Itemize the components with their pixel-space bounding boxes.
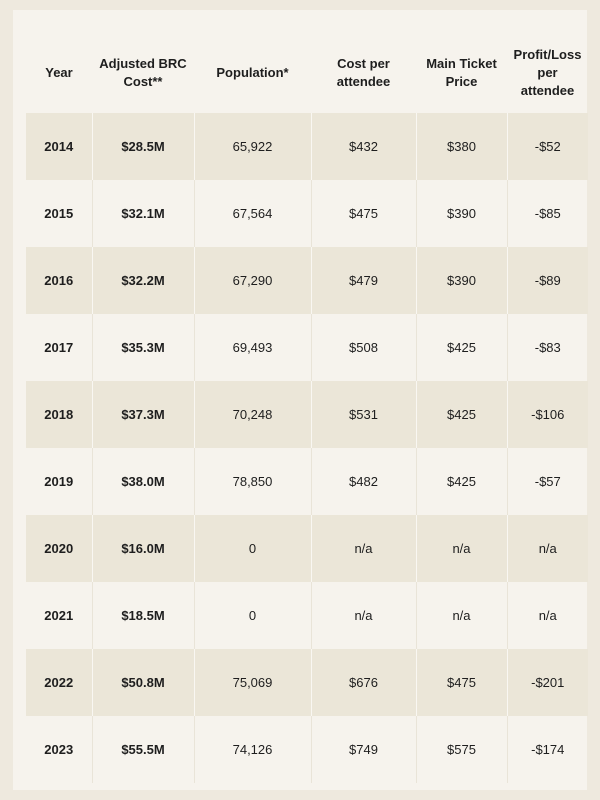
year-cell: 2015 xyxy=(44,206,74,221)
profit-loss-cell: -$57 xyxy=(507,448,588,515)
year-cell: 2023 xyxy=(44,742,74,757)
header-year: Year xyxy=(45,65,73,80)
table-row xyxy=(26,448,588,515)
main-ticket-price-cell: $425 xyxy=(416,314,507,381)
profit-loss-cell: -$52 xyxy=(507,113,588,180)
population-cell: 70,248 xyxy=(194,381,311,448)
table-body xyxy=(26,113,588,783)
adjusted-brc-cost-cell: $18.5M xyxy=(92,582,194,649)
population-cell: 0 xyxy=(194,515,311,582)
adjusted-brc-cost-cell: $35.3M xyxy=(92,314,194,381)
cost-per-attendee-cell: n/a xyxy=(311,515,416,582)
cost-per-attendee-cell: $475 xyxy=(311,180,416,247)
main-ticket-price-cell: $475 xyxy=(416,649,507,716)
main-ticket-price-cell: n/a xyxy=(416,582,507,649)
cost-per-attendee-cell: $479 xyxy=(311,247,416,314)
header-profit-loss: Profit/Loss per attendee xyxy=(513,47,582,98)
year-cell: 2019 xyxy=(44,474,74,489)
main-ticket-price-cell: $575 xyxy=(416,716,507,783)
population-cell: 69,493 xyxy=(194,314,311,381)
cost-per-attendee-cell: $482 xyxy=(311,448,416,515)
population-cell: 67,564 xyxy=(194,180,311,247)
profit-loss-cell: -$174 xyxy=(507,716,588,783)
main-ticket-price-cell: n/a xyxy=(416,515,507,582)
population-cell: 75,069 xyxy=(194,649,311,716)
main-ticket-price-cell: $380 xyxy=(416,113,507,180)
header-main-ticket-price: Main Ticket Price xyxy=(426,56,497,89)
profit-loss-cell: -$89 xyxy=(507,247,588,314)
cost-per-attendee-cell: $432 xyxy=(311,113,416,180)
profit-loss-cell: n/a xyxy=(507,515,588,582)
cost-table xyxy=(26,33,588,783)
table-row xyxy=(26,381,588,448)
adjusted-brc-cost-cell: $32.1M xyxy=(92,180,194,247)
table-row xyxy=(26,649,588,716)
adjusted-brc-cost-cell: $55.5M xyxy=(92,716,194,783)
population-cell: 67,290 xyxy=(194,247,311,314)
table-row xyxy=(26,716,588,783)
table-row xyxy=(26,113,588,180)
population-cell: 74,126 xyxy=(194,716,311,783)
year-cell: 2021 xyxy=(44,608,74,623)
cost-per-attendee-cell: n/a xyxy=(311,582,416,649)
profit-loss-cell: -$85 xyxy=(507,180,588,247)
header-row xyxy=(26,33,588,113)
cost-per-attendee-cell: $508 xyxy=(311,314,416,381)
adjusted-brc-cost-cell: $38.0M xyxy=(92,448,194,515)
year-cell: 2016 xyxy=(44,273,74,288)
table-row xyxy=(26,247,588,314)
population-cell: 78,850 xyxy=(194,448,311,515)
cost-per-attendee-cell: $749 xyxy=(311,716,416,783)
adjusted-brc-cost-cell: $16.0M xyxy=(92,515,194,582)
table-row xyxy=(26,180,588,247)
year-cell: 2022 xyxy=(44,675,74,690)
table-card xyxy=(13,10,587,790)
year-cell: 2017 xyxy=(44,340,74,355)
adjusted-brc-cost-cell: $37.3M xyxy=(92,381,194,448)
population-cell: 0 xyxy=(194,582,311,649)
profit-loss-cell: -$83 xyxy=(507,314,588,381)
adjusted-brc-cost-cell: $32.2M xyxy=(92,247,194,314)
header-adjusted-brc-cost: Adjusted BRC Cost** xyxy=(99,56,187,89)
adjusted-brc-cost-cell: $50.8M xyxy=(92,649,194,716)
header-population: Population* xyxy=(216,65,289,80)
year-cell: 2020 xyxy=(44,541,74,556)
population-cell: 65,922 xyxy=(194,113,311,180)
profit-loss-cell: n/a xyxy=(507,582,588,649)
main-ticket-price-cell: $390 xyxy=(416,247,507,314)
table-row xyxy=(26,582,588,649)
year-cell: 2014 xyxy=(44,139,74,154)
profit-loss-cell: -$201 xyxy=(507,649,588,716)
year-cell: 2018 xyxy=(44,407,74,422)
header-cost-per-attendee: Cost per attendee xyxy=(336,56,391,89)
cost-per-attendee-cell: $676 xyxy=(311,649,416,716)
cost-per-attendee-cell: $531 xyxy=(311,381,416,448)
table-row xyxy=(26,515,588,582)
main-ticket-price-cell: $390 xyxy=(416,180,507,247)
profit-loss-cell: -$106 xyxy=(507,381,588,448)
table-header xyxy=(26,33,588,113)
main-ticket-price-cell: $425 xyxy=(416,381,507,448)
main-ticket-price-cell: $425 xyxy=(416,448,507,515)
adjusted-brc-cost-cell: $28.5M xyxy=(92,113,194,180)
table-row xyxy=(26,314,588,381)
